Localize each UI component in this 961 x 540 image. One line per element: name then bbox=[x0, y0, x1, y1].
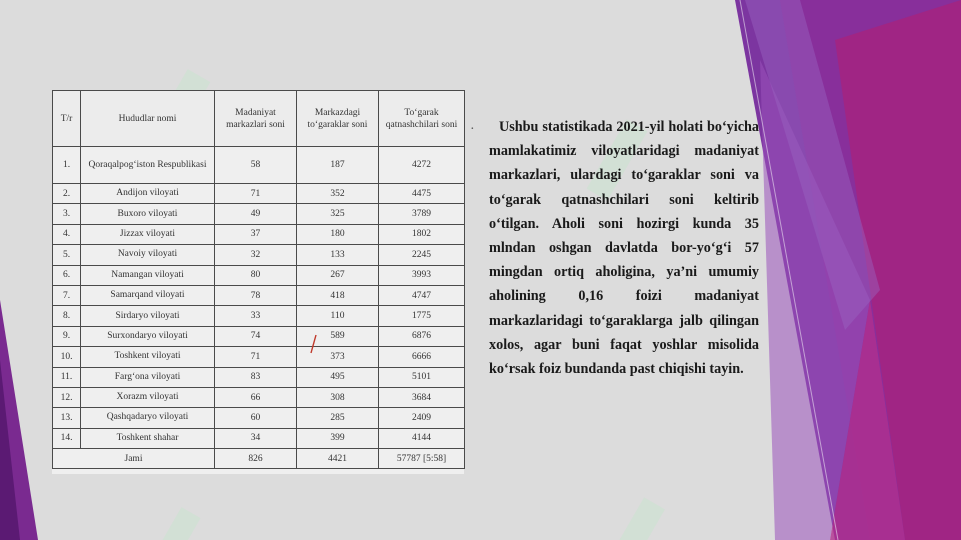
row-centers: 58 bbox=[215, 147, 297, 184]
row-participants: 2409 bbox=[379, 408, 465, 428]
table-row bbox=[53, 306, 465, 326]
row-region: Farg‘ona viloyati bbox=[81, 367, 215, 387]
row-centers: 83 bbox=[215, 367, 297, 387]
row-clubs: 110 bbox=[297, 306, 379, 326]
table-row bbox=[53, 147, 465, 184]
statistics-table bbox=[52, 90, 465, 469]
row-clubs: 589 bbox=[297, 326, 379, 346]
total-centers: 826 bbox=[215, 449, 297, 469]
row-region: Toshkent viloyati bbox=[81, 347, 215, 367]
table-row bbox=[53, 245, 465, 265]
table-row bbox=[53, 387, 465, 407]
row-centers: 60 bbox=[215, 408, 297, 428]
row-number: 6. bbox=[53, 265, 81, 285]
table-header-row bbox=[53, 91, 465, 147]
table-row bbox=[53, 265, 465, 285]
row-number: 14. bbox=[53, 428, 81, 448]
row-participants: 6666 bbox=[379, 347, 465, 367]
row-centers: 66 bbox=[215, 387, 297, 407]
table-row bbox=[53, 408, 465, 428]
watermark-bar-3 bbox=[161, 507, 200, 540]
header-clubs: Markazdagi to‘garaklar soni bbox=[297, 91, 379, 147]
row-number: 12. bbox=[53, 387, 81, 407]
row-region: Andijon viloyati bbox=[81, 184, 215, 204]
description-paragraph: Ushbu statistikada 2021-yil holati bo‘yicha mamlakatimiz viloyatlaridagi madaniyat markazlari, ulardagi to‘garaklar soni va to‘garak qatnashchilari soni keltirib o‘tilgan. Aholi soni hozirgi kunda 35 mlndan oshgan davlatda bor-yo‘g‘i 57 mingdan ortiq aholigina, ya’ni umumiy aholining 0,16 foizi madaniyat markazlaridagi to‘garaklarga jalb qilingan xolos, agar buni faqat yoshlar misolida ko‘rsak foiz bundanda past chiqishi tayin. bbox=[489, 119, 759, 378]
pen-mark bbox=[307, 333, 321, 357]
row-participants: 4475 bbox=[379, 184, 465, 204]
row-region: Navoiy viloyati bbox=[81, 245, 215, 265]
row-clubs: 180 bbox=[297, 224, 379, 244]
row-centers: 71 bbox=[215, 184, 297, 204]
row-participants: 6876 bbox=[379, 326, 465, 346]
total-label: Jami bbox=[53, 449, 215, 469]
row-participants: 1802 bbox=[379, 224, 465, 244]
row-centers: 71 bbox=[215, 347, 297, 367]
row-number: 10. bbox=[53, 347, 81, 367]
row-participants: 4272 bbox=[379, 147, 465, 184]
row-region: Xorazm viloyati bbox=[81, 387, 215, 407]
row-region: Surxondaryo viloyati bbox=[81, 326, 215, 346]
row-number: 3. bbox=[53, 204, 81, 224]
row-region: Qashqadaryo viloyati bbox=[81, 408, 215, 428]
row-clubs: 352 bbox=[297, 184, 379, 204]
row-region: Toshkent shahar bbox=[81, 428, 215, 448]
row-centers: 37 bbox=[215, 224, 297, 244]
header-participants: To‘garak qatnashchilari soni bbox=[379, 91, 465, 147]
row-clubs: 399 bbox=[297, 428, 379, 448]
row-centers: 32 bbox=[215, 245, 297, 265]
row-clubs: 133 bbox=[297, 245, 379, 265]
table-row bbox=[53, 224, 465, 244]
row-participants: 2245 bbox=[379, 245, 465, 265]
row-number: 8. bbox=[53, 306, 81, 326]
total-clubs: 4421 bbox=[297, 449, 379, 469]
table-row bbox=[53, 326, 465, 346]
bullet-dot: · bbox=[470, 122, 475, 137]
watermark-bar-4 bbox=[619, 497, 665, 540]
row-clubs: 495 bbox=[297, 367, 379, 387]
row-centers: 33 bbox=[215, 306, 297, 326]
row-participants: 4747 bbox=[379, 285, 465, 305]
row-clubs: 418 bbox=[297, 285, 379, 305]
row-centers: 49 bbox=[215, 204, 297, 224]
row-number: 4. bbox=[53, 224, 81, 244]
pen-stroke bbox=[311, 335, 316, 353]
row-participants: 3684 bbox=[379, 387, 465, 407]
table-row bbox=[53, 347, 465, 367]
table-row bbox=[53, 285, 465, 305]
row-centers: 74 bbox=[215, 326, 297, 346]
row-region: Samarqand viloyati bbox=[81, 285, 215, 305]
row-number: 13. bbox=[53, 408, 81, 428]
header-region: Hududlar nomi bbox=[81, 91, 215, 147]
statistics-table-image bbox=[52, 90, 464, 474]
row-clubs: 308 bbox=[297, 387, 379, 407]
row-region: Buxoro viloyati bbox=[81, 204, 215, 224]
row-participants: 5101 bbox=[379, 367, 465, 387]
row-clubs: 373 bbox=[297, 347, 379, 367]
table-row bbox=[53, 204, 465, 224]
row-clubs: 267 bbox=[297, 265, 379, 285]
row-region: Qoraqalpog‘iston Respublikasi bbox=[81, 147, 215, 184]
row-participants: 1775 bbox=[379, 306, 465, 326]
row-centers: 78 bbox=[215, 285, 297, 305]
row-clubs: 285 bbox=[297, 408, 379, 428]
row-centers: 80 bbox=[215, 265, 297, 285]
row-participants: 3993 bbox=[379, 265, 465, 285]
table-body bbox=[53, 147, 465, 469]
table-row bbox=[53, 184, 465, 204]
table-row bbox=[53, 428, 465, 448]
row-participants: 4144 bbox=[379, 428, 465, 448]
row-number: 11. bbox=[53, 367, 81, 387]
row-region: Sirdaryo viloyati bbox=[81, 306, 215, 326]
total-participants: 57787 [5:58] bbox=[379, 449, 465, 469]
table-row bbox=[53, 367, 465, 387]
row-number: 9. bbox=[53, 326, 81, 346]
row-participants: 3789 bbox=[379, 204, 465, 224]
header-centers: Madaniyat markazlari soni bbox=[215, 91, 297, 147]
row-clubs: 325 bbox=[297, 204, 379, 224]
row-region: Jizzax viloyati bbox=[81, 224, 215, 244]
row-region: Namangan viloyati bbox=[81, 265, 215, 285]
row-number: 5. bbox=[53, 245, 81, 265]
header-number: T/r bbox=[53, 91, 81, 147]
table-total-row bbox=[53, 449, 465, 469]
row-centers: 34 bbox=[215, 428, 297, 448]
row-number: 1. bbox=[53, 147, 81, 184]
row-number: 7. bbox=[53, 285, 81, 305]
row-clubs: 187 bbox=[297, 147, 379, 184]
row-number: 2. bbox=[53, 184, 81, 204]
